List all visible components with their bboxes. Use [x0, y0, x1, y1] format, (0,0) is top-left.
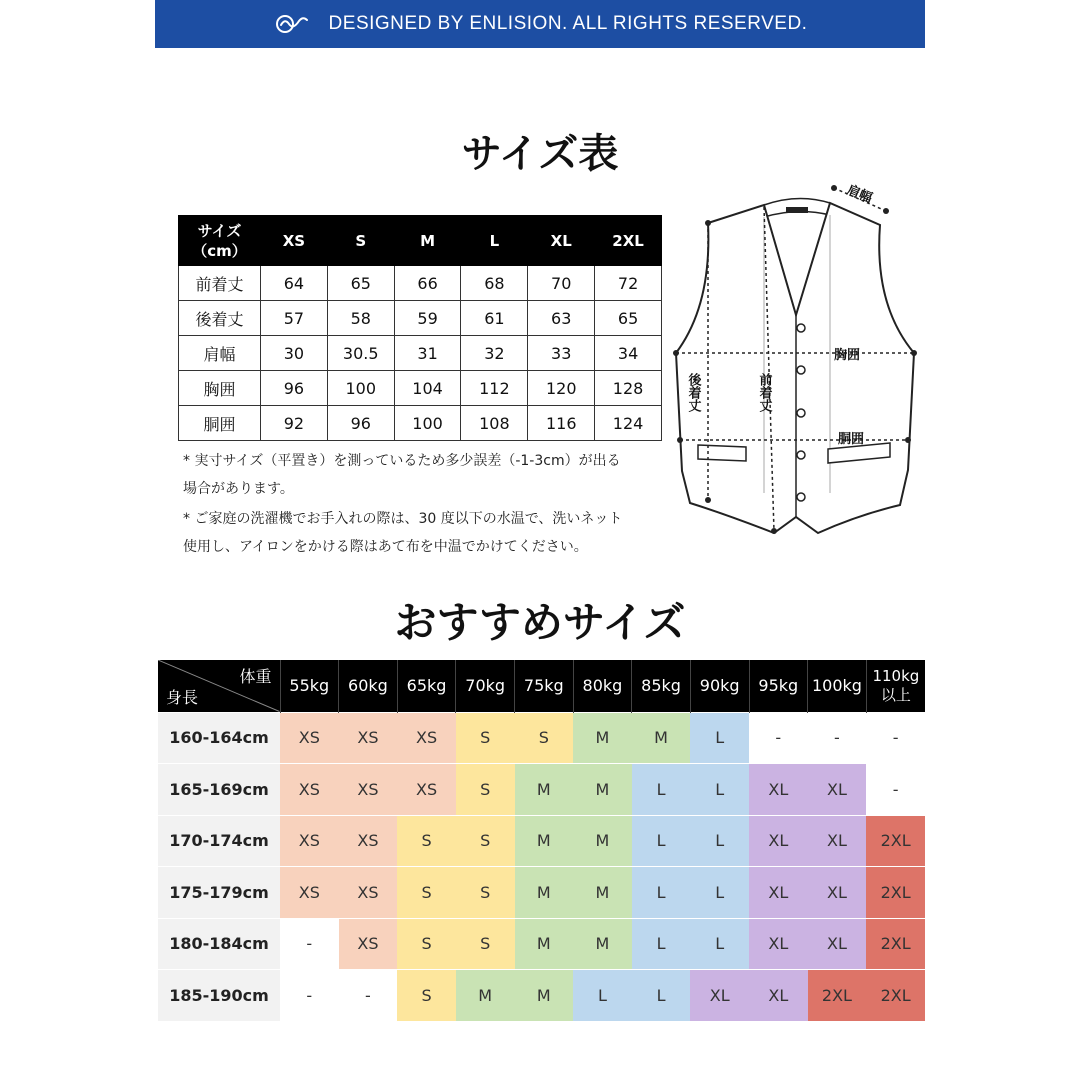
- height-range: 180-184cm: [158, 918, 280, 970]
- measurement-value: 92: [261, 406, 328, 441]
- recommended-size-cell: XS: [397, 712, 456, 764]
- recommended-size-cell: 2XL: [866, 815, 925, 867]
- recommended-size-cell: -: [749, 712, 808, 764]
- measurement-value: 66: [394, 266, 461, 301]
- recommended-size-cell: S: [515, 712, 574, 764]
- washing-note: [183, 505, 622, 561]
- size-table-corner: [179, 216, 261, 266]
- recommended-size-cell: M: [573, 764, 632, 816]
- note1-line1: * 実寸サイズ（平置き）を測っているため多少誤差（-1-3cm）が出る: [183, 453, 621, 469]
- corner-line1: サイズ: [197, 221, 242, 240]
- recommended-size-cell: S: [397, 867, 456, 919]
- measurement-value: 30.5: [327, 336, 394, 371]
- height-range: 175-179cm: [158, 867, 280, 919]
- size-table-row: [179, 336, 662, 371]
- size-header: 2XL: [595, 216, 662, 266]
- measurement-value: 30: [261, 336, 328, 371]
- measurement-value: 96: [327, 406, 394, 441]
- recommended-size-cell: XS: [397, 764, 456, 816]
- recommended-size-table: [158, 660, 925, 1021]
- recommended-size-cell: XL: [690, 970, 749, 1022]
- weight-header: 85kg: [632, 660, 691, 712]
- recommended-size-cell: S: [397, 815, 456, 867]
- measurement-value: 104: [394, 371, 461, 406]
- weight-header-last: [866, 660, 925, 712]
- recommended-size-cell: M: [632, 712, 691, 764]
- measurement-value: 120: [528, 371, 595, 406]
- recommended-size-cell: S: [456, 815, 515, 867]
- weight-header: 100kg: [808, 660, 867, 712]
- measurement-label: 前着丈: [179, 266, 261, 301]
- recommended-size-cell: L: [632, 815, 691, 867]
- recommended-size-cell: M: [515, 815, 574, 867]
- recommended-size-cell: M: [515, 867, 574, 919]
- size-header: XL: [528, 216, 595, 266]
- weight-header: 80kg: [573, 660, 632, 712]
- label-waist: 胴囲: [838, 432, 865, 447]
- recommended-size-cell: M: [456, 970, 515, 1022]
- note2-line1: * ご家庭の洗濯機でお手入れの際は、30 度以下の水温で、洗いネット: [183, 511, 623, 527]
- recommended-size-cell: L: [632, 970, 691, 1022]
- vest-diagram-icon: [668, 175, 930, 550]
- height-range: 185-190cm: [158, 970, 280, 1022]
- label-chest: 胸囲: [834, 348, 861, 363]
- size-table-row: [179, 371, 662, 406]
- rec-table-row: [158, 764, 925, 816]
- weight-header: 75kg: [515, 660, 574, 712]
- size-header: XS: [261, 216, 328, 266]
- weight-label: 体重: [239, 667, 272, 686]
- recommended-size-cell: -: [339, 970, 398, 1022]
- recommended-size-cell: XS: [280, 764, 339, 816]
- rec-table-header-row: [158, 660, 925, 712]
- measurement-value: 33: [528, 336, 595, 371]
- recommended-size-cell: 2XL: [866, 970, 925, 1022]
- size-table: [178, 215, 662, 441]
- recommended-size-cell: XL: [749, 867, 808, 919]
- measurement-value: 108: [461, 406, 528, 441]
- recommended-size-cell: M: [515, 970, 574, 1022]
- recommended-size-cell: M: [573, 712, 632, 764]
- label-back-length: 後着丈: [685, 373, 701, 412]
- measurement-note: [183, 447, 621, 503]
- measurement-label: 肩幅: [179, 336, 261, 371]
- recommended-size-cell: XL: [808, 815, 867, 867]
- top-banner: [155, 0, 925, 48]
- measurement-value: 34: [595, 336, 662, 371]
- recommended-size-cell: 2XL: [808, 970, 867, 1022]
- recommended-size-cell: M: [515, 764, 574, 816]
- size-table-row: [179, 266, 662, 301]
- height-label: 身長: [166, 687, 199, 707]
- weight-header: 55kg: [280, 660, 339, 712]
- measurement-value: 65: [595, 301, 662, 336]
- recommended-size-cell: L: [690, 867, 749, 919]
- recommended-size-cell: S: [456, 764, 515, 816]
- recommended-size-cell: L: [690, 918, 749, 970]
- height-range: 170-174cm: [158, 815, 280, 867]
- recommended-size-title: おすすめサイズ: [394, 598, 686, 647]
- measurement-label: 後着丈: [179, 301, 261, 336]
- corner-line2: （cm）: [192, 241, 247, 260]
- recommended-size-cell: XS: [280, 815, 339, 867]
- recommended-size-cell: XL: [808, 867, 867, 919]
- recommended-size-cell: -: [866, 712, 925, 764]
- weight-header: 95kg: [749, 660, 808, 712]
- weight-header: 70kg: [456, 660, 515, 712]
- recommended-size-cell: XL: [749, 815, 808, 867]
- weight-header: 60kg: [339, 660, 398, 712]
- weight-header: 65kg: [397, 660, 456, 712]
- last-weight-line1: 110kg: [872, 666, 920, 685]
- height-range: 160-164cm: [158, 712, 280, 764]
- size-header: M: [394, 216, 461, 266]
- enlision-logo-icon: [273, 12, 313, 36]
- recommended-size-cell: S: [456, 867, 515, 919]
- measurement-value: 100: [394, 406, 461, 441]
- height-range: 165-169cm: [158, 764, 280, 816]
- rec-table-row: [158, 867, 925, 919]
- size-header: S: [327, 216, 394, 266]
- measurement-value: 70: [528, 266, 595, 301]
- measurement-value: 124: [595, 406, 662, 441]
- recommended-size-cell: -: [280, 918, 339, 970]
- weight-header: 90kg: [690, 660, 749, 712]
- recommended-size-cell: XL: [749, 764, 808, 816]
- measurement-label: 胸囲: [179, 371, 261, 406]
- recommended-size-cell: XS: [339, 764, 398, 816]
- measurement-value: 63: [528, 301, 595, 336]
- size-header: L: [461, 216, 528, 266]
- recommended-size-cell: L: [632, 764, 691, 816]
- rec-table-row: [158, 918, 925, 970]
- recommended-size-cell: S: [397, 918, 456, 970]
- recommended-size-cell: M: [515, 918, 574, 970]
- measurement-value: 100: [327, 371, 394, 406]
- recommended-size-cell: S: [456, 712, 515, 764]
- measurement-value: 57: [261, 301, 328, 336]
- recommended-size-cell: L: [632, 918, 691, 970]
- recommended-size-cell: L: [690, 764, 749, 816]
- measurement-value: 96: [261, 371, 328, 406]
- recommended-size-cell: XS: [280, 712, 339, 764]
- measurement-value: 68: [461, 266, 528, 301]
- recommended-size-cell: XL: [749, 918, 808, 970]
- recommended-size-cell: M: [573, 918, 632, 970]
- recommended-size-cell: M: [573, 815, 632, 867]
- measurement-value: 116: [528, 406, 595, 441]
- recommended-size-cell: 2XL: [866, 867, 925, 919]
- rec-table-row: [158, 815, 925, 867]
- measurement-value: 128: [595, 371, 662, 406]
- size-table-row: [179, 406, 662, 441]
- recommended-size-cell: XS: [339, 918, 398, 970]
- recommended-size-cell: L: [573, 970, 632, 1022]
- label-shoulder: 肩幅: [844, 182, 875, 207]
- note2-line2: 使用し、アイロンをかける際はあて布を中温でかけてください。: [183, 539, 588, 555]
- recommended-size-cell: XS: [339, 712, 398, 764]
- measurement-value: 32: [461, 336, 528, 371]
- measurement-value: 31: [394, 336, 461, 371]
- label-front-length: 前着丈: [756, 373, 772, 412]
- note1-line2: 場合があります。: [183, 481, 294, 497]
- recommended-size-cell: M: [573, 867, 632, 919]
- recommended-size-cell: L: [690, 712, 749, 764]
- rec-table-row: [158, 712, 925, 764]
- recommended-size-cell: -: [808, 712, 867, 764]
- rec-table-row: [158, 970, 925, 1022]
- recommended-size-cell: S: [456, 918, 515, 970]
- size-chart-title: サイズ表: [461, 131, 619, 177]
- recommended-size-cell: XL: [749, 970, 808, 1022]
- recommended-size-cell: L: [690, 815, 749, 867]
- size-table-row: [179, 301, 662, 336]
- recommended-size-cell: S: [397, 970, 456, 1022]
- recommended-size-cell: XL: [808, 918, 867, 970]
- recommended-size-cell: XL: [808, 764, 867, 816]
- recommended-size-cell: -: [866, 764, 925, 816]
- recommended-size-cell: 2XL: [866, 918, 925, 970]
- recommended-size-cell: L: [632, 867, 691, 919]
- measurement-value: 65: [327, 266, 394, 301]
- measurement-value: 59: [394, 301, 461, 336]
- measurement-label: 胴囲: [179, 406, 261, 441]
- last-weight-line2: 以上: [880, 685, 911, 704]
- measurement-value: 58: [327, 301, 394, 336]
- banner-text: DESIGNED BY ENLISION. ALL RIGHTS RESERVED.: [328, 13, 808, 34]
- measurement-value: 61: [461, 301, 528, 336]
- recommended-size-cell: XS: [280, 867, 339, 919]
- recommended-size-cell: XS: [339, 867, 398, 919]
- measurement-value: 64: [261, 266, 328, 301]
- rec-table-corner: [158, 660, 280, 712]
- measurement-value: 72: [595, 266, 662, 301]
- recommended-size-cell: XS: [339, 815, 398, 867]
- measurement-value: 112: [461, 371, 528, 406]
- size-table-header-row: [179, 216, 662, 266]
- recommended-size-cell: -: [280, 970, 339, 1022]
